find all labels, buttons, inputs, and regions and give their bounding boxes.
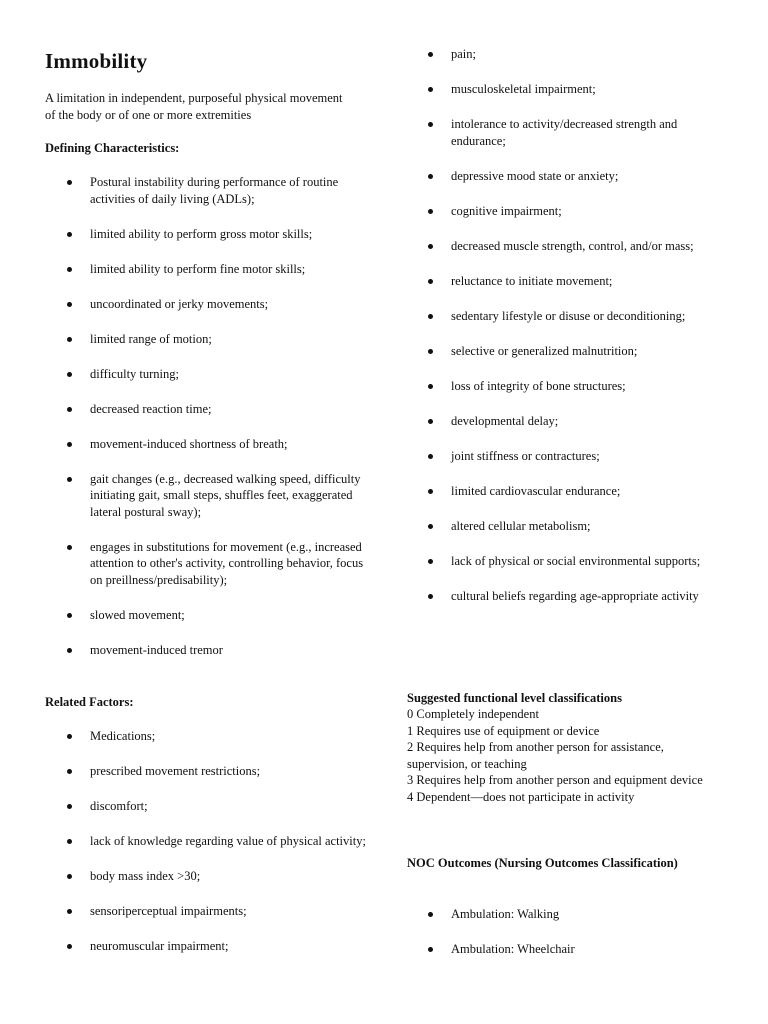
noc-outcomes-list	[407, 906, 722, 976]
list-item: reluctance to initiate movement;	[407, 273, 722, 290]
bullet-icon	[67, 944, 72, 949]
bullet-icon	[428, 384, 433, 389]
list-item: musculoskeletal impairment;	[407, 81, 722, 98]
list-item: neuromuscular impairment;	[45, 938, 375, 955]
bullet-icon	[67, 267, 72, 272]
bullet-icon	[67, 769, 72, 774]
bullet-icon	[428, 122, 433, 127]
bullet-icon	[67, 839, 72, 844]
bullet-icon	[428, 489, 433, 494]
list-item: Ambulation: Wheelchair	[407, 941, 722, 958]
list-item: altered cellular metabolism;	[407, 518, 722, 535]
functional-level-list	[407, 706, 717, 805]
list-item: engages in substitutions for movement (e.g., increased attention to other's activity, controlling behavior, focus on preillness/predisability);	[45, 539, 375, 589]
bullet-icon	[428, 314, 433, 319]
list-item: cultural beliefs regarding age-appropriate activity	[407, 588, 722, 605]
bullet-icon	[428, 279, 433, 284]
list-item: uncoordinated or jerky movements;	[45, 296, 375, 313]
bullet-icon	[67, 407, 72, 412]
list-item: lack of physical or social environmental supports;	[407, 553, 722, 570]
defining-characteristics-heading: Defining Characteristics:	[45, 141, 180, 155]
functional-level-line: 3 Requires help from another person and equipment device	[407, 773, 703, 787]
list-item: discomfort;	[45, 798, 375, 815]
bullet-icon	[67, 180, 72, 185]
related-factors-continued-list	[407, 46, 722, 623]
bullet-icon	[428, 209, 433, 214]
bullet-icon	[428, 594, 433, 599]
bullet-icon	[428, 349, 433, 354]
intro-paragraph: A limitation in independent, purposeful physical movement of the body or of one or more extremities	[45, 91, 343, 122]
list-item: selective or generalized malnutrition;	[407, 343, 722, 360]
list-item: slowed movement;	[45, 607, 375, 624]
bullet-icon	[67, 442, 72, 447]
bullet-icon	[67, 372, 72, 377]
list-item: joint stiffness or contractures;	[407, 448, 722, 465]
functional-level-line: 0 Completely independent	[407, 707, 539, 721]
list-item: Medications;	[45, 728, 375, 745]
list-item: limited ability to perform gross motor skills;	[45, 226, 375, 243]
bullet-icon	[67, 874, 72, 879]
list-item: sedentary lifestyle or disuse or deconditioning;	[407, 308, 722, 325]
bullet-icon	[428, 87, 433, 92]
bullet-icon	[67, 545, 72, 550]
bullet-icon	[428, 559, 433, 564]
bullet-icon	[67, 804, 72, 809]
bullet-icon	[67, 648, 72, 653]
bullet-icon	[67, 477, 72, 482]
bullet-icon	[428, 52, 433, 57]
list-item: movement-induced shortness of breath;	[45, 436, 375, 453]
bullet-icon	[428, 244, 433, 249]
functional-level-line: 1 Requires use of equipment or device	[407, 723, 600, 738]
list-item: movement-induced tremor	[45, 642, 375, 659]
page-title: Immobility	[45, 49, 148, 73]
related-factors-heading: Related Factors:	[45, 695, 134, 709]
functional-level-heading: Suggested functional level classifications	[407, 691, 622, 705]
list-item: limited cardiovascular endurance;	[407, 483, 722, 500]
defining-characteristics-list	[45, 174, 375, 677]
bullet-icon	[428, 912, 433, 917]
list-item: prescribed movement restrictions;	[45, 763, 375, 780]
bullet-icon	[67, 909, 72, 914]
related-factors-list	[45, 728, 375, 973]
functional-level-line: 4 Dependent—does not participate in activity	[407, 789, 635, 804]
list-item: depressive mood state or anxiety;	[407, 168, 722, 185]
list-item: limited ability to perform fine motor skills;	[45, 261, 375, 278]
bullet-icon	[67, 302, 72, 307]
list-item: intolerance to activity/decreased strength and endurance;	[407, 116, 722, 149]
list-item: developmental delay;	[407, 413, 722, 430]
list-item: limited range of motion;	[45, 331, 375, 348]
list-item: Ambulation: Walking	[407, 906, 722, 923]
list-item: loss of integrity of bone structures;	[407, 378, 722, 395]
list-item: cognitive impairment;	[407, 203, 722, 220]
list-item: gait changes (e.g., decreased walking speed, difficulty initiating gait, small steps, shuffles feet, exaggerated lateral postural sway);	[45, 471, 375, 521]
noc-outcomes-heading: NOC Outcomes (Nursing Outcomes Classification)	[407, 856, 678, 870]
list-item: Postural instability during performance of routine activities of daily living (ADLs);	[45, 174, 375, 207]
bullet-icon	[428, 947, 433, 952]
list-item: difficulty turning;	[45, 366, 375, 383]
functional-level-line: 2 Requires help from another person for assistance, supervision, or teaching	[407, 740, 664, 771]
bullet-icon	[67, 232, 72, 237]
bullet-icon	[428, 454, 433, 459]
bullet-icon	[428, 524, 433, 529]
list-item: sensoriperceptual impairments;	[45, 903, 375, 920]
list-item: decreased muscle strength, control, and/or mass;	[407, 238, 722, 255]
bullet-icon	[67, 734, 72, 739]
bullet-icon	[67, 613, 72, 618]
bullet-icon	[428, 419, 433, 424]
bullet-icon	[428, 174, 433, 179]
list-item: pain;	[407, 46, 722, 63]
list-item: lack of knowledge regarding value of physical activity;	[45, 833, 375, 850]
list-item: body mass index >30;	[45, 868, 375, 885]
bullet-icon	[67, 337, 72, 342]
list-item: decreased reaction time;	[45, 401, 375, 418]
